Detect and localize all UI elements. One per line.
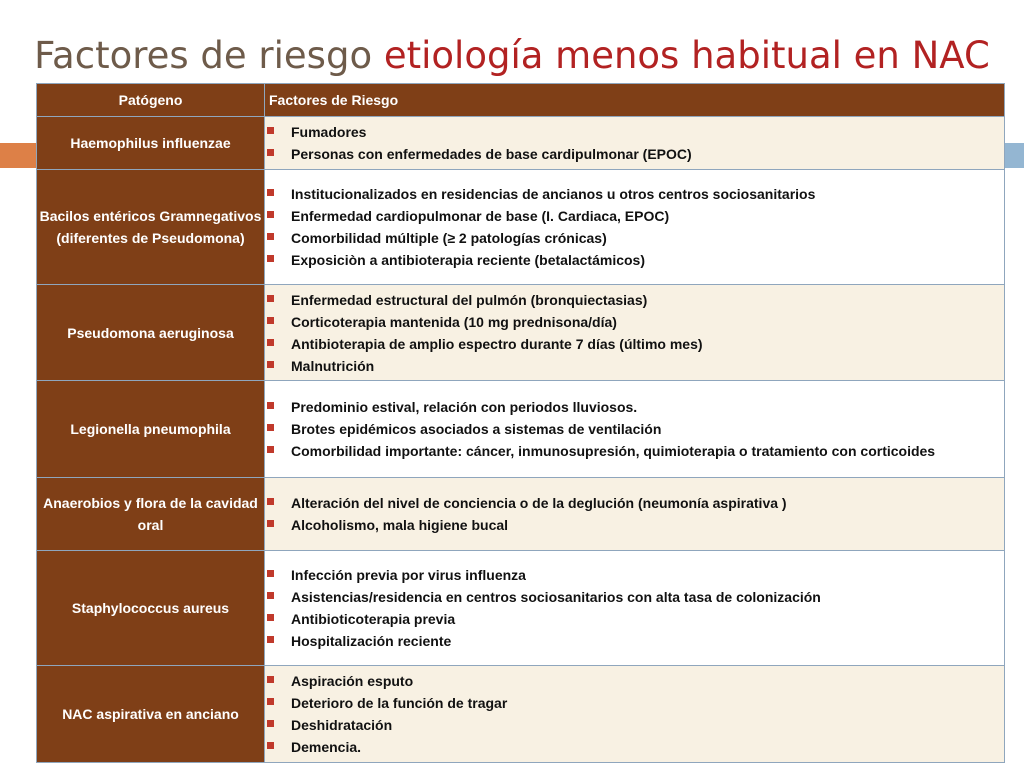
risk-factor-item [265, 608, 1004, 630]
risk-factor-text: Hospitalización reciente [291, 633, 452, 649]
square-bullet-icon [267, 614, 274, 621]
risk-factor-text: Aspiración esputo [291, 673, 414, 689]
risk-factor-item [265, 418, 1004, 440]
risk-factor-text: Infección previa por virus influenza [291, 567, 526, 583]
table-row [37, 170, 1005, 285]
risk-factor-item [265, 289, 1004, 311]
square-bullet-icon [267, 446, 274, 453]
risk-factor-text: Personas con enfermedades de base cardipulmonar (EPOC) [291, 146, 692, 162]
square-bullet-icon [267, 361, 274, 368]
risk-factor-text: Deshidratación [291, 717, 393, 733]
square-bullet-icon [267, 424, 274, 431]
table-row [37, 478, 1005, 551]
pathogen-cell: Haemophilus influenzae [37, 117, 265, 170]
risk-factor-item [265, 205, 1004, 227]
risk-factors-table [36, 83, 1005, 763]
square-bullet-icon [267, 592, 274, 599]
risk-factor-item [265, 492, 1004, 514]
square-bullet-icon [267, 720, 274, 727]
risk-factor-item [265, 333, 1004, 355]
square-bullet-icon [267, 698, 274, 705]
risk-factor-item [265, 586, 1004, 608]
square-bullet-icon [267, 570, 274, 577]
table-row [37, 666, 1005, 763]
risk-factor-item [265, 227, 1004, 249]
square-bullet-icon [267, 742, 274, 749]
table-body [37, 117, 1005, 763]
square-bullet-icon [267, 520, 274, 527]
square-bullet-icon [267, 339, 274, 346]
table-row [37, 117, 1005, 170]
risk-factor-item [265, 630, 1004, 652]
risk-factor-item [265, 311, 1004, 333]
risk-factor-item [265, 714, 1004, 736]
orange-accent-bar [0, 143, 36, 168]
risk-factor-list [265, 670, 1004, 758]
pathogen-cell: NAC aspirativa en anciano [37, 666, 265, 763]
square-bullet-icon [267, 233, 274, 240]
risk-factor-item [265, 564, 1004, 586]
risk-factor-text: Deterioro de la función de tragar [291, 695, 508, 711]
risk-factor-item [265, 670, 1004, 692]
pathogen-cell: Staphylococcus aureus [37, 551, 265, 666]
square-bullet-icon [267, 676, 274, 683]
table-row [37, 285, 1005, 381]
risk-factor-text: Comorbilidad múltiple (≥ 2 patologías crónicas) [291, 230, 607, 246]
risk-factor-text: Enfermedad cardiopulmonar de base (I. Cardiaca, EPOC) [291, 208, 670, 224]
risk-factor-text: Fumadores [291, 124, 367, 140]
risk-factor-list [265, 396, 1004, 462]
risk-factors-cell [265, 117, 1005, 170]
risk-factor-text: Antibioterapia de amplio espectro durante 7 días (último mes) [291, 335, 703, 352]
risk-factor-item [265, 736, 1004, 758]
risk-factor-text: Brotes epidémicos asociados a sistemas de ventilación [291, 421, 662, 437]
risk-factor-text: Comorbilidad importante: cáncer, inmunosupresión, quimioterapia o tratamiento con corticoides [291, 443, 936, 459]
risk-factor-text: Demencia. [291, 739, 362, 755]
table-row [37, 381, 1005, 478]
risk-factors-cell [265, 170, 1005, 285]
square-bullet-icon [267, 402, 274, 409]
square-bullet-icon [267, 255, 274, 262]
square-bullet-icon [267, 127, 274, 134]
pathogen-cell: Bacilos entéricos Gramnegativos (diferentes de Pseudomona) [37, 170, 265, 285]
pathogen-cell: Pseudomona aeruginosa [37, 285, 265, 381]
header-risk-factors: Factores de Riesgo [265, 84, 1005, 117]
pathogen-cell: Anaerobios y flora de la cavidad oral [37, 478, 265, 551]
risk-factor-item [265, 440, 1004, 462]
risk-factor-list [265, 121, 1004, 165]
risk-factor-text: Enfermedad estructural del pulmón (bronquiectasias) [291, 291, 648, 308]
title-highlight-part: etiología menos habitual en NAC [383, 34, 990, 77]
title-plain-part: Factores de riesgo [34, 34, 384, 77]
table-row [37, 551, 1005, 666]
slide-title [0, 28, 1024, 84]
risk-factor-text: Exposiciòn a antibioterapia reciente (betalactámicos) [291, 252, 645, 268]
risk-factors-cell [265, 666, 1005, 763]
risk-factor-item [265, 692, 1004, 714]
risk-factor-item [265, 355, 1004, 377]
risk-factor-text: Antibioticoterapia previa [291, 611, 456, 627]
risk-factor-text: Alteración del nivel de conciencia o de la deglución (neumonía aspirativa ) [291, 495, 787, 511]
blue-accent-bar [1003, 143, 1024, 168]
square-bullet-icon [267, 189, 274, 196]
risk-factor-list [265, 289, 1004, 377]
risk-factor-item [265, 249, 1004, 271]
square-bullet-icon [267, 636, 274, 643]
risk-factors-cell [265, 285, 1005, 381]
square-bullet-icon [267, 211, 274, 218]
risk-factors-cell [265, 478, 1005, 551]
table-header-row [37, 84, 1005, 117]
pathogen-cell: Legionella pneumophila [37, 381, 265, 478]
risk-factor-list [265, 564, 1004, 652]
risk-factor-list [265, 492, 1004, 536]
square-bullet-icon [267, 295, 274, 302]
risk-factor-item [265, 183, 1004, 205]
risk-factor-text: Alcoholismo, mala higiene bucal [291, 517, 509, 533]
risk-factor-text: Asistencias/residencia en centros sociosanitarios con alta tasa de colonización [291, 589, 821, 605]
square-bullet-icon [267, 498, 274, 505]
square-bullet-icon [267, 317, 274, 324]
risk-factor-text: Corticoterapia mantenida (10 mg prednisona/día) [291, 313, 617, 330]
risk-factor-item [265, 514, 1004, 536]
risk-factor-list [265, 183, 1004, 271]
risk-factor-item [265, 396, 1004, 418]
risk-factor-item [265, 143, 1004, 165]
risk-factor-text: Malnutrición [291, 357, 375, 374]
risk-factor-text: Predominio estival, relación con periodos lluviosos. [291, 399, 638, 415]
risk-factor-item [265, 121, 1004, 143]
header-pathogen: Patógeno [37, 84, 265, 117]
square-bullet-icon [267, 149, 274, 156]
risk-factors-cell [265, 551, 1005, 666]
risk-factors-cell [265, 381, 1005, 478]
risk-factor-text: Institucionalizados en residencias de ancianos u otros centros sociosanitarios [291, 186, 816, 202]
